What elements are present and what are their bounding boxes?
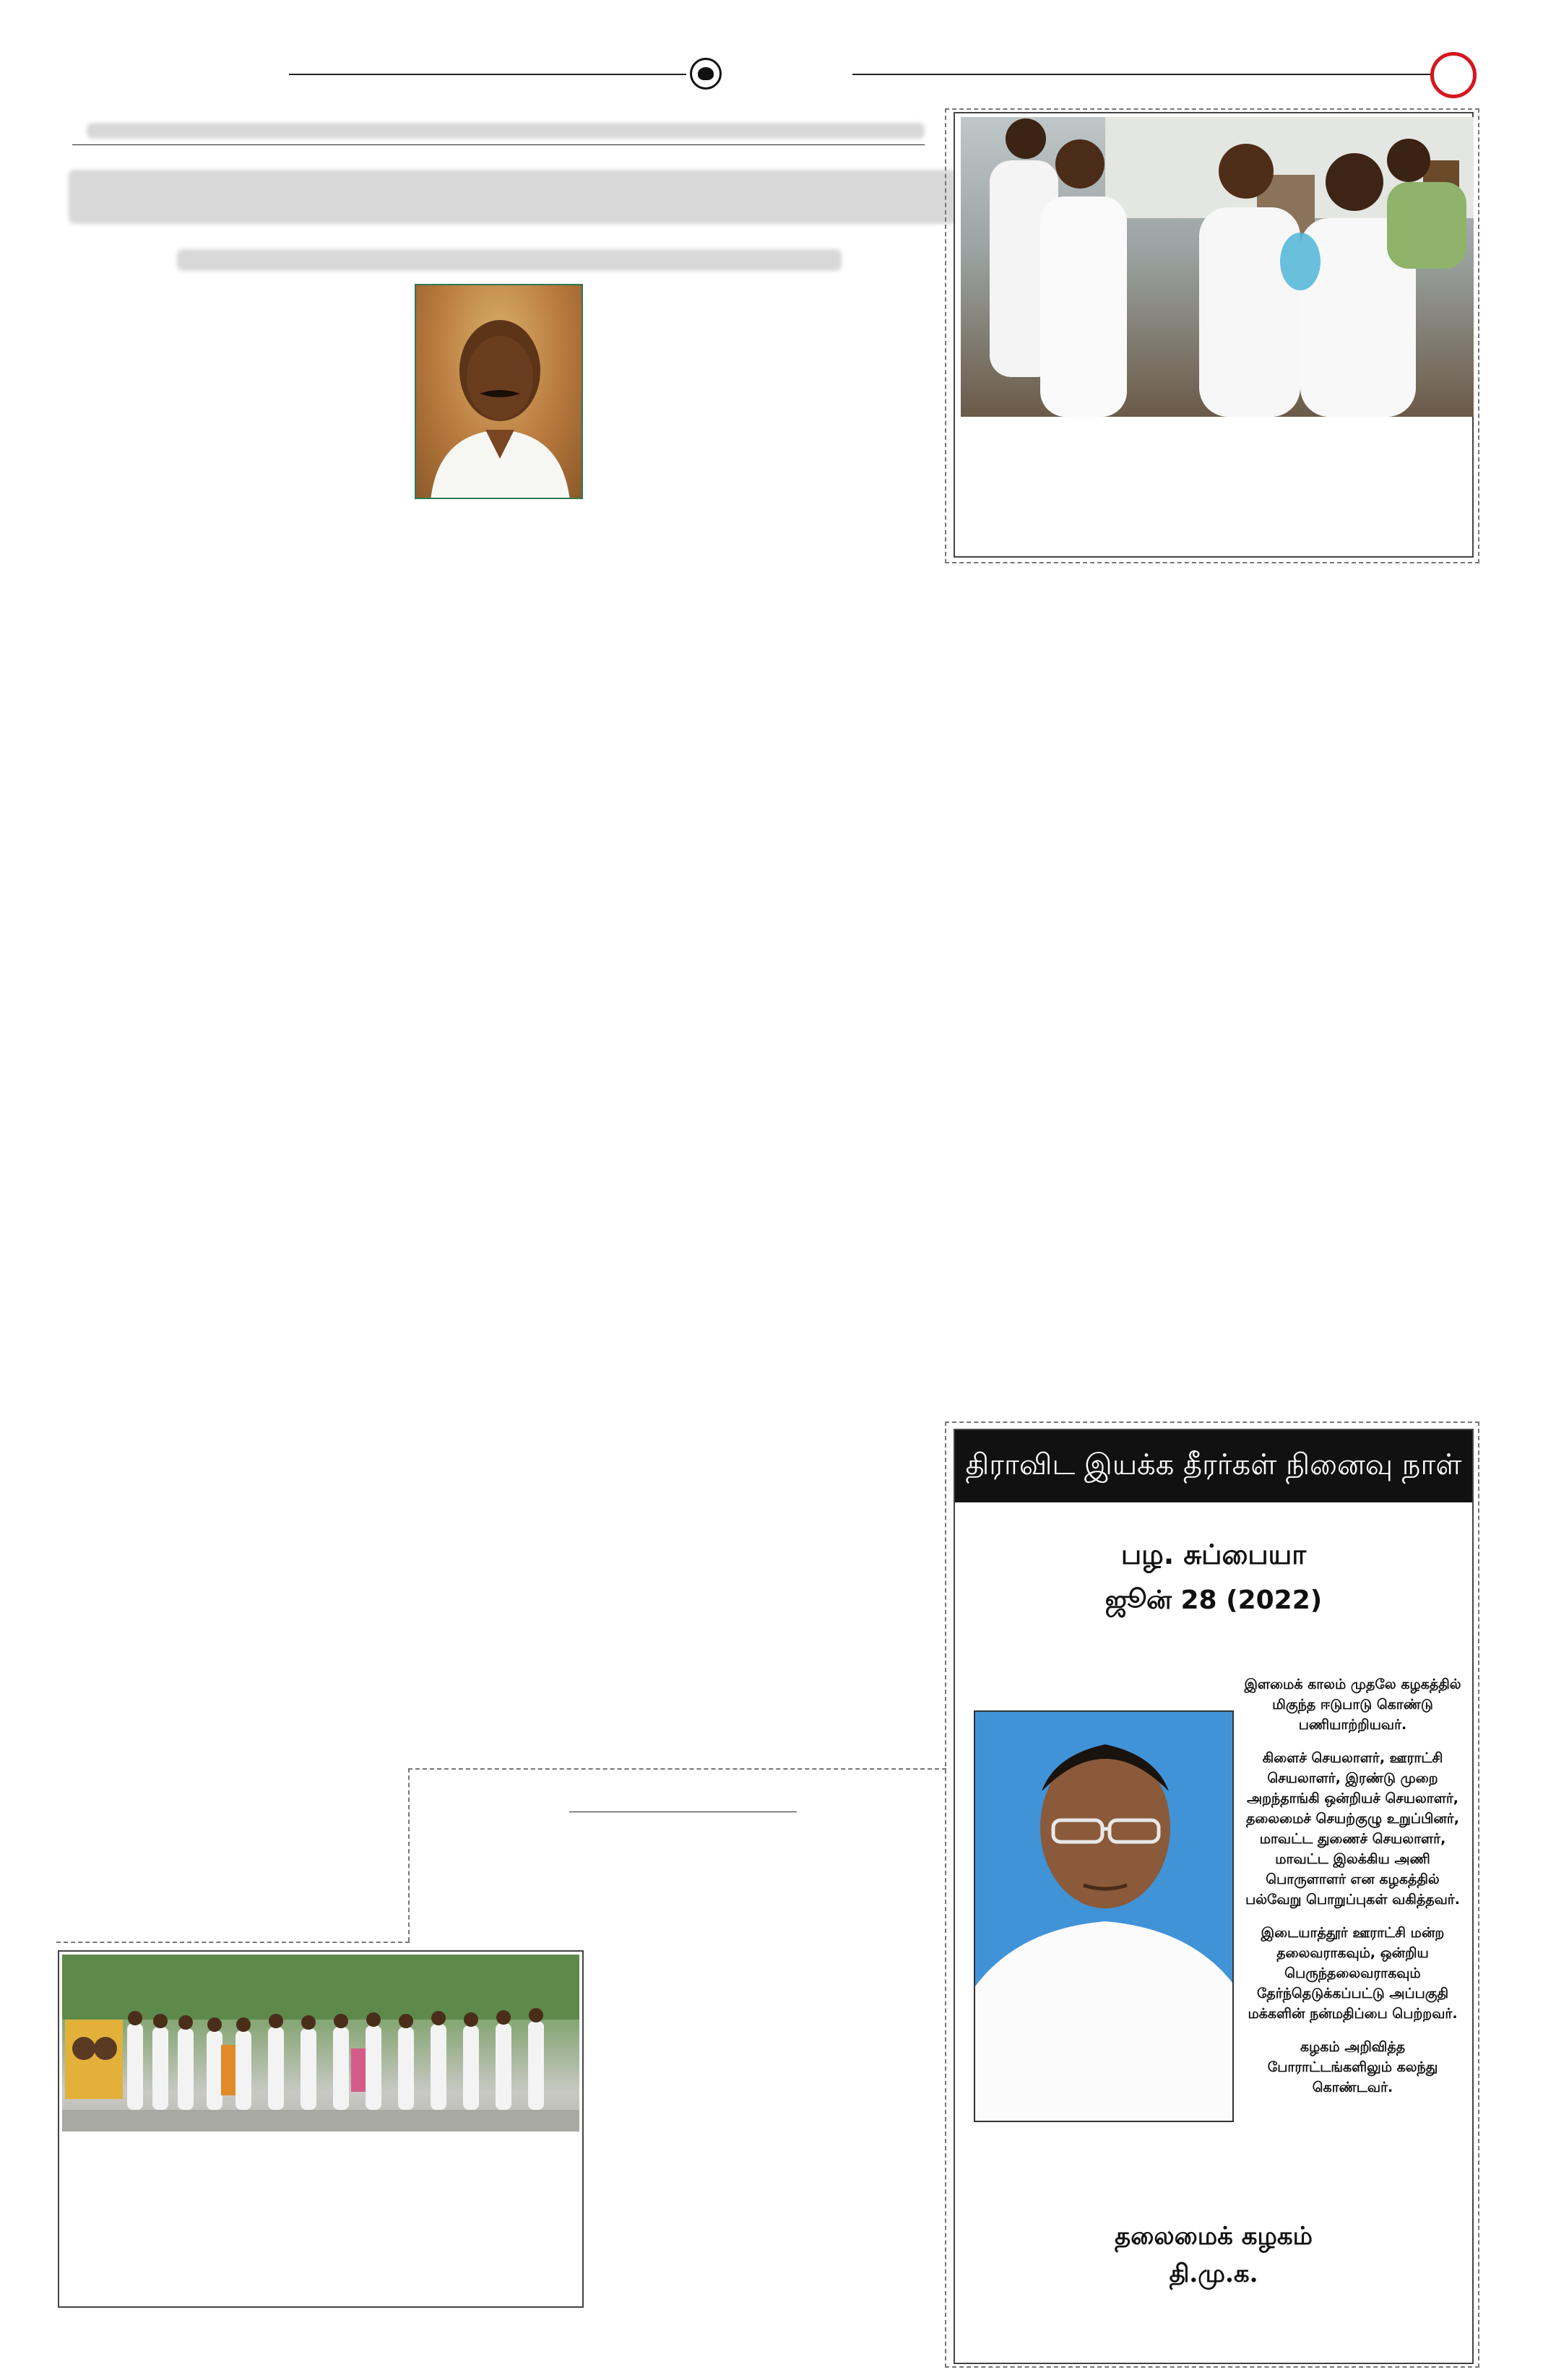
memorial-portrait-figure	[975, 1712, 1234, 2122]
section-divider-lower	[56, 1942, 410, 1943]
memorial-footer-org: தலைமைக் கழகம்	[1115, 2222, 1313, 2251]
party-emblem-icon	[690, 58, 722, 90]
memorial-footer-party: தி.மு.க.	[1169, 2259, 1258, 2288]
memorial-paragraph: கிளைச் செயலாளர், ஊராட்சி செயலாளர், இரண்டு முறை அறந்தாங்கி ஒன்றியச் செயலாளர், தலைமைச் செயற்குழு உறுப்பினர், மாவட்ட துணைச் செயலாளர், மாவட்ட இலக்கிய அணி பொருளாளர் என கழகத்தில் பல்வேறு பொறுப்புகள் வகித்தவர்.	[1245, 1750, 1460, 1908]
kicker-rule	[72, 144, 925, 145]
header-rule-right	[852, 74, 1438, 75]
memorial-paragraph: இளமைக் காலம் முதலே கழகத்தில் மிகுந்த ஈடுபாடு கொண்டு பணியாற்றியவர்.	[1244, 1676, 1461, 1733]
officials-meeting-photo	[961, 117, 1474, 417]
section-divider-vertical	[408, 1768, 410, 1942]
leader-portrait	[415, 284, 583, 499]
memorial-footer	[955, 2217, 1472, 2293]
memorial-paragraph: இடையாத்தூர் ஊராட்சி மன்ற தலைவராகவும், ஒன்றிய பெருந்தலைவராகவும் தேர்ந்தெடுக்கப்பட்டு அப்பகுதி மக்களின் நன்மதிப்பை பெற்றவர்.	[1248, 1925, 1458, 2022]
memorial-paragraph: கழகம் அறிவித்த போராட்டங்களிலும் கலந்து கொண்டவர்.	[1267, 2039, 1438, 2095]
officials-meeting-scene	[961, 117, 1474, 417]
group-gathering-scene	[62, 1955, 579, 2132]
headline-blur	[69, 170, 957, 224]
memorial-person-name: பழ. சுப்பையா	[1120, 1539, 1307, 1570]
section-divider-upper	[408, 1768, 946, 1770]
memorial-portrait	[974, 1710, 1234, 2122]
subhead-blur	[177, 249, 842, 271]
header-rule-left	[289, 74, 686, 75]
group-gathering-photo	[62, 1955, 579, 2132]
page-number-circle	[1430, 52, 1477, 98]
memorial-date: ஜூன் 28 (2022)	[1105, 1585, 1323, 1615]
portrait-figure	[416, 285, 583, 499]
kicker-blur	[87, 123, 925, 139]
memorial-heading: திராவிட இயக்க தீரர்கள் நினைவு நாள்	[955, 1430, 1472, 1502]
memorial-description	[1242, 1674, 1463, 2111]
